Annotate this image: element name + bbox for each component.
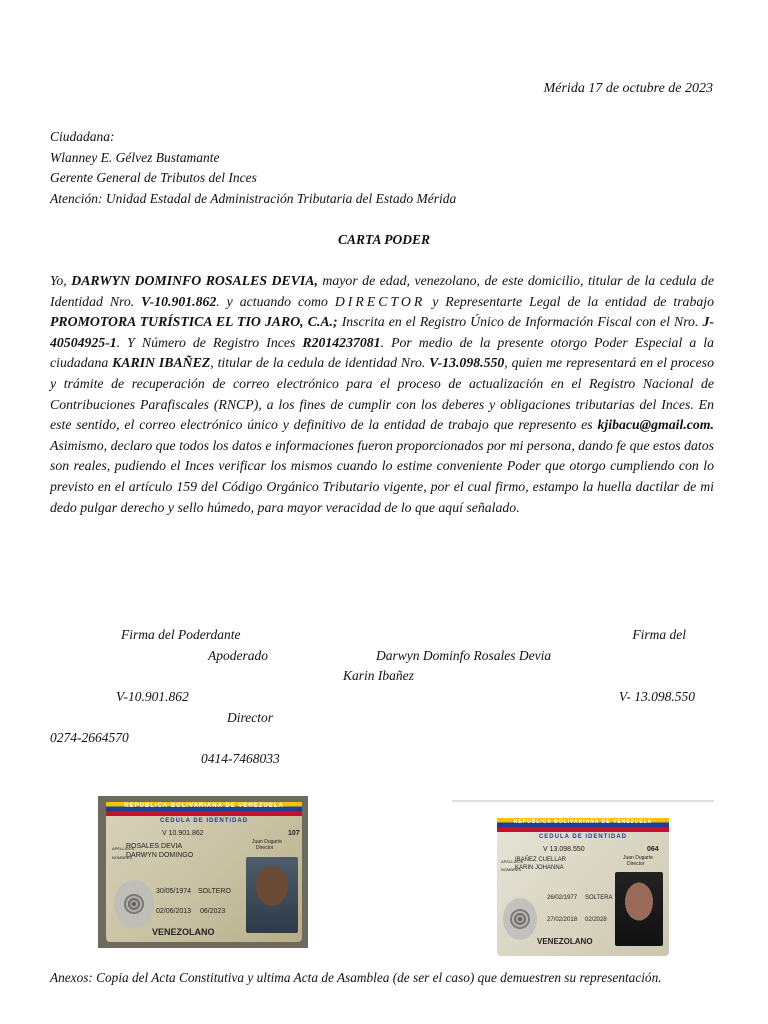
grantor-id-card <box>98 796 308 948</box>
card-names: KARIN JOHANNA <box>515 865 564 871</box>
agent-signature-name: Karin Ibañez <box>343 668 414 683</box>
card-civil-status: SOLTERO <box>198 888 231 895</box>
signature-label-grantor: Firma del Poderdante <box>121 627 241 642</box>
email-address: kjibacu@gmail.com. <box>597 417 714 433</box>
body-text: , quien me representará en el proceso y trámite de recuperación de correo electrónico para el proceso de actualización en el Registro Nacional de Contribuciones Parafiscales (RNCP), a los fines de cumplir con los deberes y obligaciones tributarias del Inces. En este sentido, el correo electrónico único y definitivo de la entidad de trabajo que represento es <box>50 355 714 433</box>
grantor-role: DIRECTOR <box>334 293 426 309</box>
card-code: 064 <box>647 846 659 853</box>
card-birth-date: 30/05/1974 <box>156 888 192 895</box>
phone-number-1: 0274-2664570 <box>50 730 129 745</box>
card-civil-status: SOLTERA <box>585 895 613 901</box>
document-title: CARTA PODER <box>338 232 430 247</box>
card-issue-date: 27/02/2018 <box>547 917 578 923</box>
card-number: V 10.901.862 <box>162 830 204 837</box>
card-names: DARWYN DOMINGO <box>126 852 194 859</box>
card-signer-role: Director <box>256 845 274 851</box>
holder-photo <box>615 872 663 946</box>
card-signer: Juan Dugarte <box>623 855 654 861</box>
body-text: , titular de la cedula de identidad Nro. <box>210 355 430 371</box>
card-surname-label: APELLIDOS <box>112 846 135 851</box>
card-signer: Juan Dugarte <box>252 839 283 845</box>
card-surnames: ROSALES DEVIA <box>126 843 183 850</box>
body-text: . Por medio de la presente otorgo Poder Especial a la ciudadana <box>50 334 714 371</box>
grantor-name: DARWYN DOMINFO ROSALES DEVIA, <box>71 273 318 288</box>
body-text: Asimismo, declaro que todos los datos e informaciones fueron proporcionados por mi persona, dando fe que estos datos son reales, pudiendo el Inces verificar los mismos cuando lo estime conveniente Poder que otorgo cumpliendo con lo previsto en el artículo 159 del Código Orgánico Tributario vigente, por el cual firmo, estampo la huella dactilar de mi dedo pulgar derecho y sello húmedo, para mayor veracidad de lo que aquí señalado. <box>50 437 714 515</box>
recipient-block <box>50 127 456 209</box>
grantor-id: V-10.901.862 <box>141 293 217 309</box>
card-names-label: NOMBRES <box>501 867 522 872</box>
grantor-signature-name: Darwyn Dominfo Rosales Devia <box>376 648 552 663</box>
fingerprint-icon <box>503 898 537 940</box>
card-number: V 13.098.550 <box>543 846 585 853</box>
card-nationality: VENEZOLANO <box>537 937 593 946</box>
card-nationality: VENEZOLANO <box>152 927 215 937</box>
fingerprint-icon <box>114 880 154 928</box>
grantor-signature-role: Director <box>227 710 273 725</box>
holder-photo <box>246 857 298 933</box>
agent-id-card <box>452 800 714 960</box>
body-text: . Y Número de Registro Inces <box>116 334 303 350</box>
company-name: PROMOTORA TURÍSTICA EL TIO JARO, C.A.; <box>50 314 338 330</box>
signature-label-agent: Firma del <box>632 627 686 642</box>
card-title: CEDULA DE IDENTIDAD <box>159 818 249 824</box>
card-issue-date: 02/06/2013 <box>156 908 192 915</box>
grantor-signature-id: V-10.901.862 <box>116 689 189 704</box>
recipient-salutation: Ciudadana: <box>50 129 115 144</box>
body-text: mayor de edad, venezolano, de este domicilio, titular de la cedula de Identidad Nro. <box>50 273 714 309</box>
recipient-position: Gerente General de Tributos del Inces <box>50 170 257 185</box>
body-text: y Representarte Legal de la entidad de trabajo <box>425 293 714 309</box>
card-surname-label: APELLIDOS <box>501 859 524 864</box>
annex-note: Anexos: Copia del Acta Constitutiva y ultima Acta de Asamblea (de ser el caso) que demuestren su representación. <box>50 970 662 985</box>
card-names-label: NOMBRES <box>112 855 133 860</box>
letter-body <box>50 271 714 518</box>
id-card-face <box>106 802 302 942</box>
card-banner: REPUBLICA BOLIVARIANA DE VENEZUELA <box>513 819 653 825</box>
recipient-attention: Atención: Unidad Estadal de Administración Tributaria del Estado Mérida <box>50 190 457 206</box>
card-code: 107 <box>288 830 300 837</box>
body-text: . y actuando como <box>216 293 335 309</box>
card-birth-date: 26/02/1977 <box>547 895 578 901</box>
card-signer-role: Director <box>627 861 645 867</box>
id-card-face <box>497 818 669 956</box>
letter-date: Mérida 17 de octubre de 2023 <box>543 81 713 96</box>
agent-name: KARIN IBAÑEZ <box>112 355 211 371</box>
card-title: CEDULA DE IDENTIDAD <box>538 834 628 840</box>
card-surnames: IBAÑEZ CUELLAR <box>515 857 567 863</box>
agent-id: V-13.098.550 <box>429 355 505 371</box>
body-text: Inscrita en el Registro Único de Información Fiscal con el Nro. <box>337 314 703 330</box>
agent-signature-id: V- 13.098.550 <box>618 689 695 704</box>
phone-number-2: 0414-7468033 <box>201 751 280 766</box>
inces-number: R2014237081 <box>302 334 381 350</box>
card-expiry-date: 02/2028 <box>585 917 607 923</box>
signature-label-apoderado: Apoderado <box>208 648 268 663</box>
card-banner: REPUBLICA BOLIVARIANA DE VENEZUELA <box>124 803 284 809</box>
card-expiry-date: 06/2023 <box>200 908 226 915</box>
company-rif: J-40504925-1 <box>50 314 714 350</box>
body-text: Yo, <box>50 273 72 288</box>
recipient-name: Wlanney E. Gélvez Bustamante <box>50 149 220 165</box>
